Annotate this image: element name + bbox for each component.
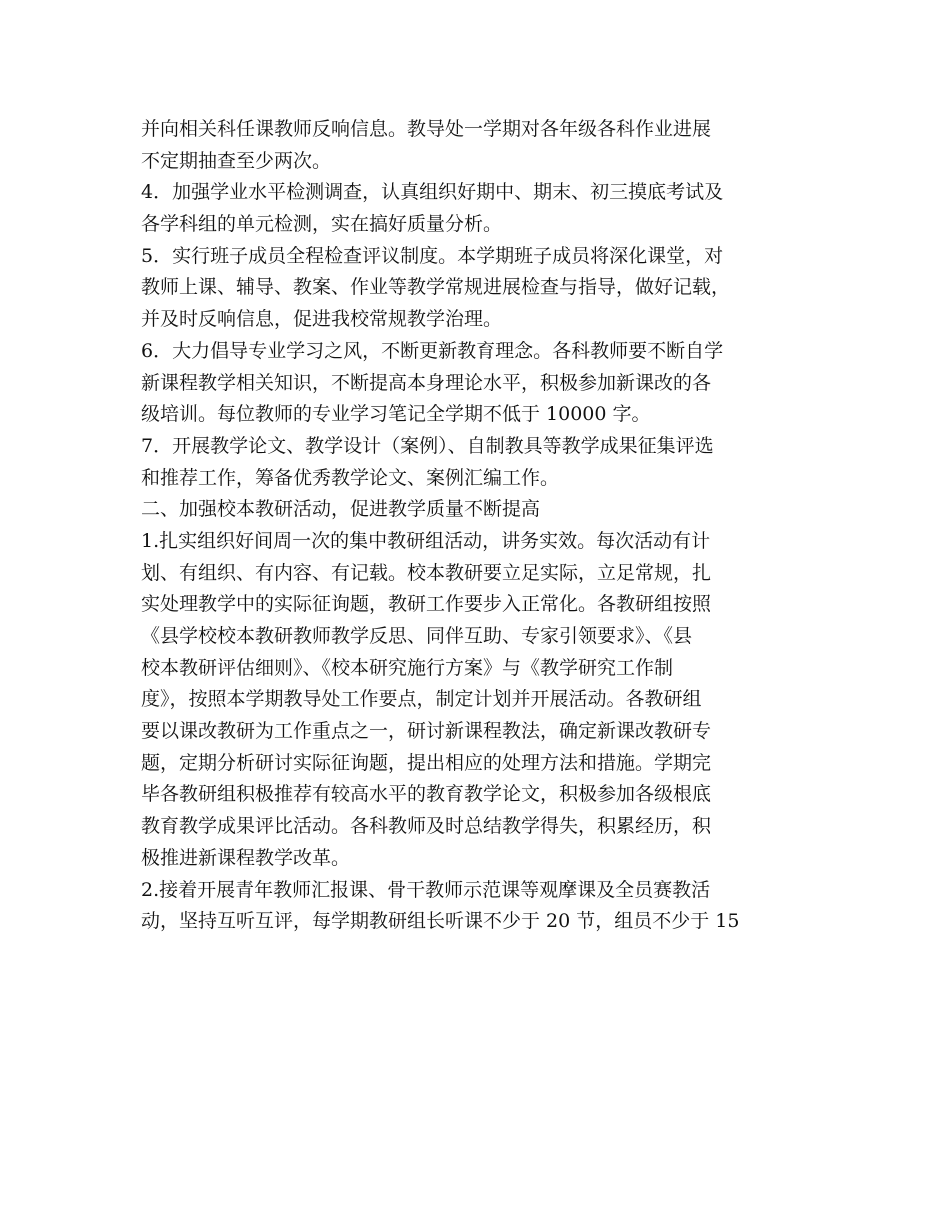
text-line: 级培训。每位教师的专业学习笔记全学期不低于 10000 字。 — [141, 403, 651, 426]
document-page — [141, 114, 831, 938]
text-line: 教师上课、辅导、教案、作业等教学常规进展检查与指导，做好记载， — [141, 276, 731, 299]
text-line: 极推进新课程教学改革。 — [141, 846, 351, 869]
text-line: 毕各教研组积极推荐有较高水平的教育教学论文，积极参加各级根底 — [141, 783, 712, 806]
text-line: 动，坚持互听互评，每学期教研组长听课不少于 20 节，组员不少于 15 — [141, 910, 740, 933]
text-line: 和推荐工作，筹备优秀教学论文、案例汇编工作。 — [141, 466, 560, 489]
text-line: 7．开展教学论文、教学设计（案例）、自制教具等教学成果征集评选 — [141, 434, 714, 457]
text-line: 实处理教学中的实际征询题，教研工作要步入正常化。各教研组按照 — [141, 593, 712, 616]
text-line: 4．加强学业水平检测调查，认真组织好期中、期末、初三摸底考试及 — [141, 181, 724, 204]
text-line: 划、有组织、有内容、有记载。校本教研要立足实际，立足常规，扎 — [141, 561, 712, 584]
section-heading: 二、加强校本教研活动，促进教学质量不断提高 — [141, 498, 541, 521]
text-line: 5．实行班子成员全程检查评议制度。本学期班子成员将深化课堂，对 — [141, 244, 724, 267]
text-line: 2.接着开展青年教师汇报课、骨干教师示范课等观摩课及全员赛教活 — [141, 878, 711, 901]
text-line: 度》，按照本学期教导处工作要点，制定计划并开展活动。各教研组 — [141, 688, 702, 711]
text-line: 教育教学成果评比活动。各科教师及时总结教学得失，积累经历，积 — [141, 815, 712, 838]
text-line: 不定期抽查至少两次。 — [141, 149, 332, 172]
text-line: 6．大力倡导专业学习之风，不断更新教育理念。各科教师要不断自学 — [141, 339, 724, 362]
text-line: 《县学校校本教研教师教学反思、同伴互助、专家引领要求》、《县 — [141, 625, 693, 647]
text-line: 要以课改教研为工作重点之一，研讨新课程教法，确定新课改教研专 — [141, 720, 712, 743]
text-line: 新课程教学相关知识，不断提高本身理论水平，积极参加新课改的各 — [141, 371, 712, 394]
text-line: 各学科组的单元检测，实在搞好质量分析。 — [141, 213, 503, 236]
text-line: 并及时反响信息，促进我校常规教学治理。 — [141, 308, 503, 331]
text-line: 1.扎实组织好间周一次的集中教研组活动，讲务实效。每次活动有计 — [141, 529, 711, 552]
text-line: 题，定期分析研讨实际征询题，提出相应的处理方法和措施。学期完 — [141, 751, 712, 774]
text-line: 校本教研评估细则》、《校本研究施行方案》与《教学研究工作制 — [141, 656, 674, 679]
text-line: 并向相关科任课教师反响信息。教导处一学期对各年级各科作业进展 — [141, 118, 712, 140]
